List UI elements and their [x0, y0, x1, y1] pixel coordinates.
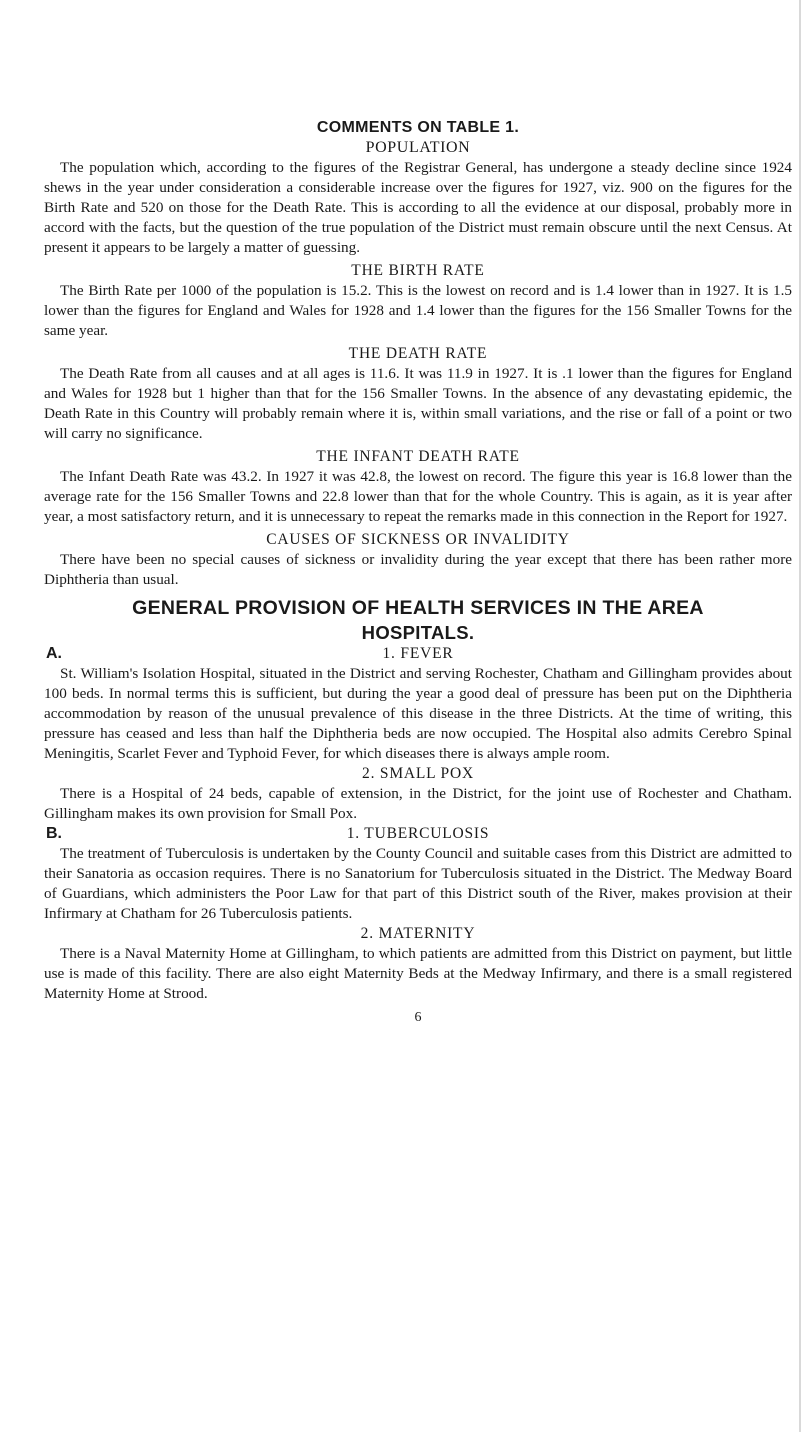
- hospitals-heading: HOSPITALS.: [361, 622, 475, 643]
- smallpox-paragraph: There is a Hospital of 24 beds, capable of extension, in the District, for the joint use of Rochester and Chatham. Gillingham makes its own provision for Small Pox.: [44, 785, 792, 822]
- infant-death-rate-heading: THE INFANT DEATH RATE: [316, 448, 520, 465]
- population-heading: POPULATION: [365, 139, 471, 156]
- maternity-heading: 2. MATERNITY: [360, 925, 476, 942]
- sickness-heading: CAUSES OF SICKNESS OR INVALIDITY: [266, 531, 570, 548]
- page-number: 6: [414, 1010, 422, 1025]
- comments-title: COMMENTS ON TABLE 1.: [316, 119, 520, 136]
- sickness-paragraph: There have been no special causes of sickness or invalidity during the year except that there has been rather more Diphtheria than usual.: [44, 551, 792, 588]
- tuberculosis-paragraph: The treatment of Tuberculosis is undertaken by the County Council and suitable cases from this District are admitted to their Sanatoria as occasion requires. There is no Sanatorium for Tuberculosis situated in the District. The Medway Board of Guardians, which administers the Poor Law for that part of this District south of the River, makes provision at their Infirmary at Chatham for 26 Tuberculosis patients.: [44, 845, 792, 922]
- death-rate-paragraph: The Death Rate from all causes and at all ages is 11.6. It was 11.9 in 1927. It is .1 lower than the figures for England and Wales for 1928 but 1 higher than that for the 156 Smaller Towns. In the absence of any devastating epidemic, the Death Rate in this Country will probably remain where it is, within small variations, and the rise or fall of a point or two will carry no significance.: [44, 365, 792, 442]
- smallpox-heading: 2. SMALL POX: [362, 765, 474, 782]
- fever-paragraph: St. William's Isolation Hospital, situated in the District and serving Rochester, Chatham and Gillingham provides about 100 beds. In normal terms this is sufficient, but during the year a good deal of pressure has been put on the Diphtheria accommodation by reason of the unusual prevalence of this disease in the three Districts. At the time of writing, this pressure has ceased and less than half the Diphtheria beds are now occupied. The Hospital also admits Cerebro Spinal Meningitis, Scarlet Fever and Typhoid Fever, for which diseases there is always ample room.: [44, 665, 792, 762]
- section-b-letter: B.: [46, 825, 62, 842]
- section-b-row: [44, 824, 792, 844]
- population-paragraph: The population which, according to the figures of the Registrar General, has undergone a steady decline since 1924 shews in the year under consideration a considerable increase over the figures for 1927, viz. 900 on the figures for the Birth Rate and 520 on those for the Death Rate. This is according to all the evidence at our disposal, probably more in accord with the facts, but the question of the true population of the District must remain obscure until the next Census. At present it appears to be largely a matter of guessing.: [44, 159, 792, 256]
- section-a-letter: A.: [46, 645, 62, 662]
- infant-death-rate-paragraph: The Infant Death Rate was 43.2. In 1927 it was 42.8, the lowest on record. The figure this year is 16.8 lower than the average rate for the 156 Smaller Towns and 22.8 lower than that for the whole Country. This is again, as it is year after year, a most satisfactory return, and it is unnecessary to repeat the remarks made in this connection in the Report for 1927.: [44, 468, 792, 525]
- maternity-paragraph: There is a Naval Maternity Home at Gillingham, to which patients are admitted from this District on payment, but little use is made of this facility. There are also eight Maternity Beds at the Medway Infirmary, and there is a small registered Maternity Home at Strood.: [44, 945, 792, 1002]
- death-rate-heading: THE DEATH RATE: [348, 345, 488, 362]
- birth-rate-paragraph: The Birth Rate per 1000 of the population is 15.2. This is the lowest on record and is 1.4 lower than in 1927. It is 1.5 lower than the figures for England and Wales for 1928 and 1.4 lower than the figures for the 156 Smaller Towns for the same year.: [44, 282, 792, 339]
- tuberculosis-heading: 1. TUBERCULOSIS: [346, 825, 490, 842]
- document-page: [44, 0, 792, 1432]
- general-provision-title: GENERAL PROVISION OF HEALTH SERVICES IN THE AREA: [132, 597, 704, 619]
- birth-rate-heading: THE BIRTH RATE: [351, 262, 485, 279]
- fever-heading: 1. FEVER: [382, 645, 454, 662]
- section-a-row: [44, 644, 792, 664]
